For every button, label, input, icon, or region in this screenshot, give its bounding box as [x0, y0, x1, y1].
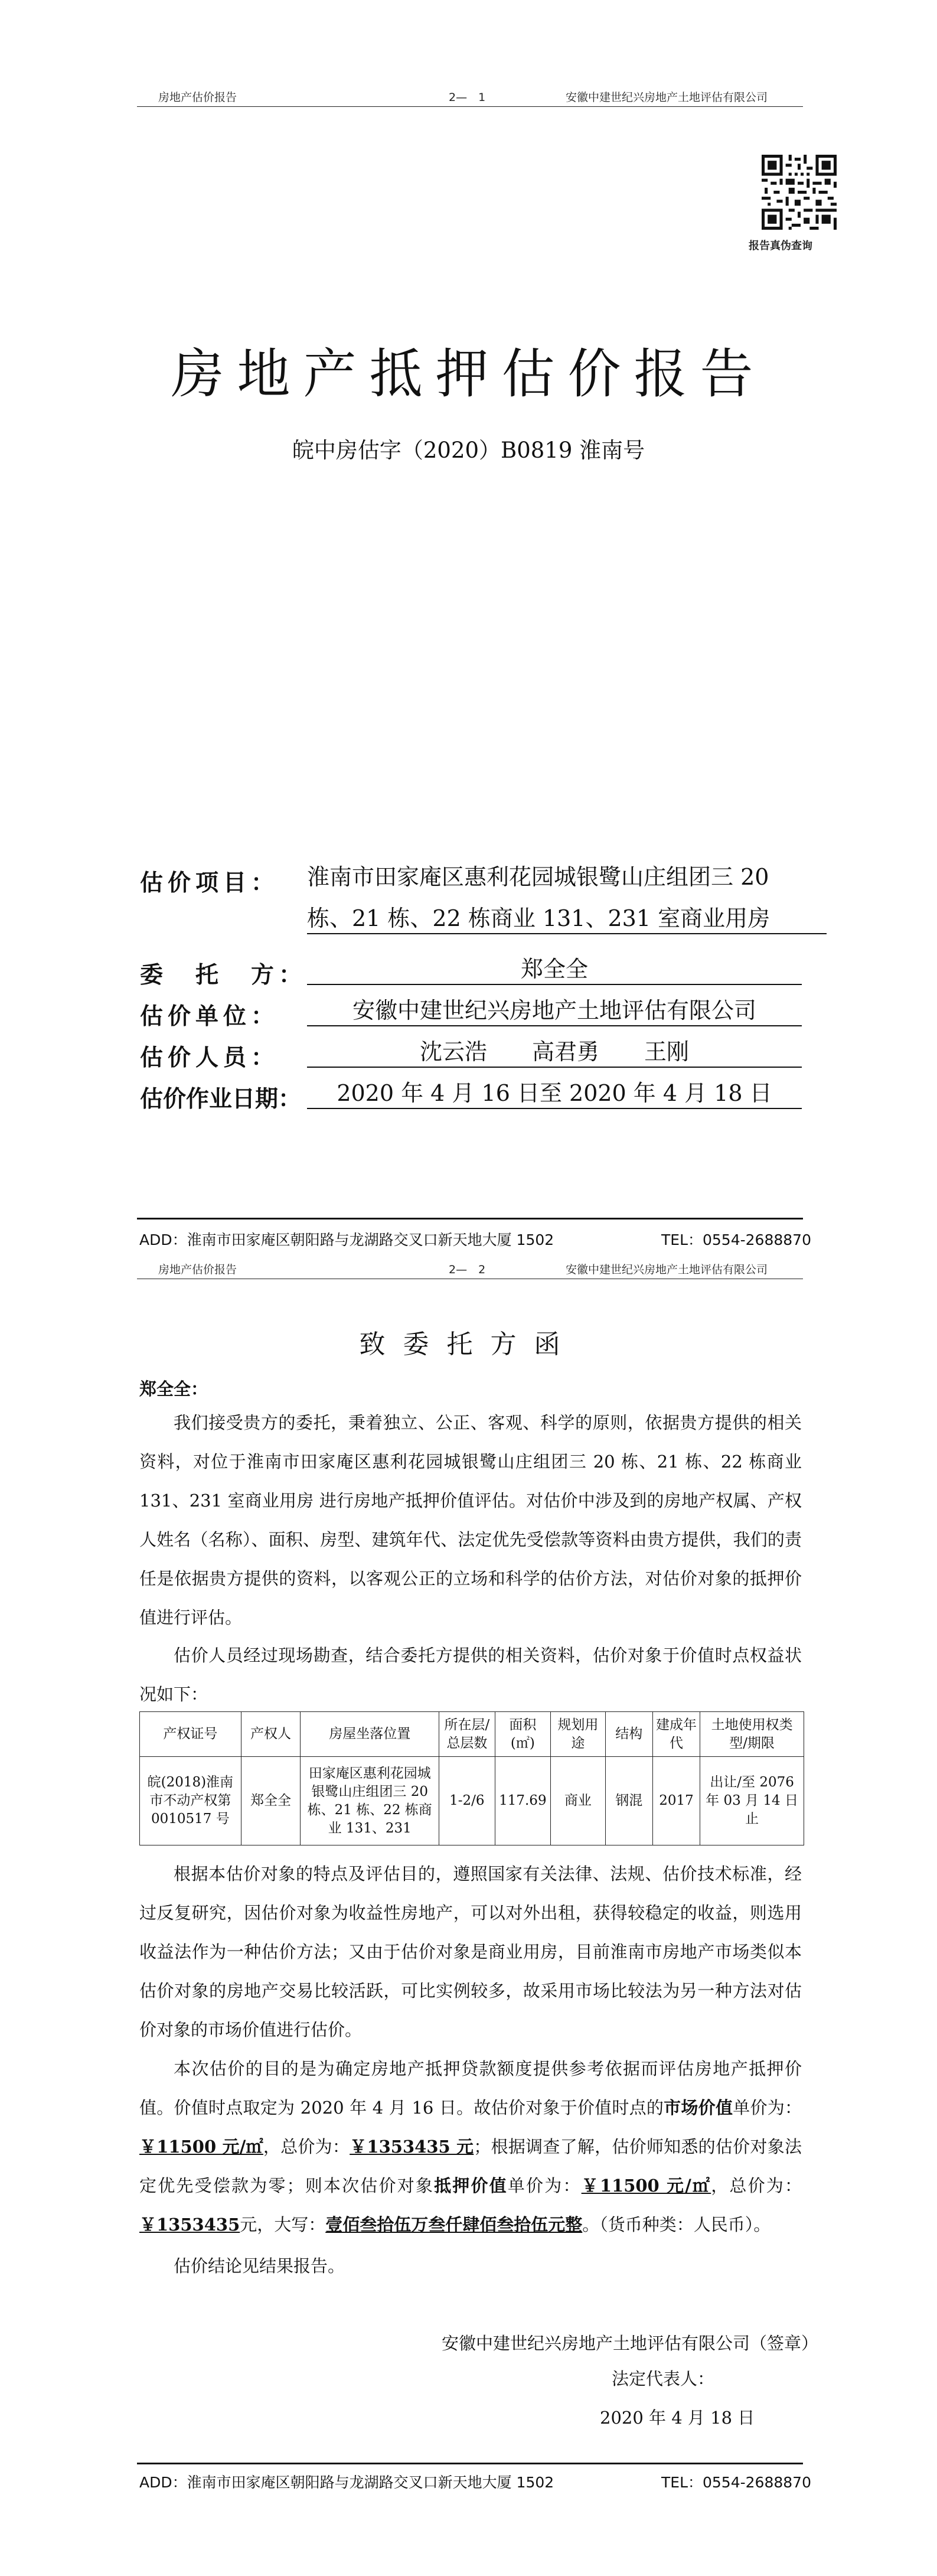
header-left: 房地产估价报告	[158, 91, 237, 104]
table-cell-cert-no: 皖(2018)淮南市不动产权第0010517 号	[140, 1757, 241, 1845]
market-total-price: ￥1353435 元	[350, 2137, 474, 2157]
mortgage-value-label: 抵押价值	[434, 2176, 508, 2196]
conclusion-text: 单价为：	[733, 2098, 802, 2118]
conclusion-text: ；根据调查了解，估价师知悉的估价对象法定优先受偿款为零；则本次估价对象	[139, 2137, 802, 2196]
property-rights-table	[139, 1711, 804, 1845]
info-label-project: 估价项目：	[140, 870, 279, 896]
header-right: 安徽中建世纪兴房地产土地评估有限公司	[566, 1263, 768, 1276]
amount-in-words: 壹佰叁拾伍万叁仟肆佰叁拾伍元整	[325, 2215, 583, 2235]
info-value-appraiser-unit: 安徽中建世纪兴房地产土地评估有限公司	[307, 996, 802, 1026]
header-rule	[137, 106, 803, 107]
signature-date: 2020 年 4 月 18 日	[600, 2408, 755, 2428]
footer-address: ADD：淮南市田家庵区朝阳路与龙湖路交叉口新天地大厦 1502	[139, 2474, 554, 2491]
table-header: 房屋坐落位置	[301, 1712, 439, 1757]
info-value-project-line2: 栋、21 栋、22 栋商业 131、231 室商业用房	[307, 904, 827, 934]
footer-tel: TEL：0554-2688870	[661, 2474, 811, 2491]
qr-code-icon[interactable]	[762, 155, 837, 230]
mortgage-unit-price: ￥11500 元/㎡	[581, 2176, 711, 2196]
signature-company: 安徽中建世纪兴房地产土地评估有限公司（签章）	[442, 2333, 819, 2353]
conclusion-text: 单价为：	[507, 2176, 582, 2196]
footer-tel: TEL：0554-2688870	[661, 1231, 811, 1248]
info-value-work-date: 2020 年 4 月 16 日至 2020 年 4 月 18 日	[307, 1078, 802, 1109]
paragraph-conclusion	[139, 2049, 802, 2244]
table-cell-land-right: 出让/至 2076 年 03 月 14 日止	[700, 1757, 804, 1845]
table-cell-structure: 钢混	[605, 1757, 652, 1845]
table-cell-location: 田家庵区惠利花园城银鹭山庄组团三 20 栋、21 栋、22 栋商业 131、231	[301, 1757, 439, 1845]
header-left: 房地产估价报告	[158, 1263, 237, 1276]
footer-address: ADD：淮南市田家庵区朝阳路与龙湖路交叉口新天地大厦 1502	[139, 1231, 554, 1248]
market-unit-price: ￥11500 元/㎡	[139, 2137, 263, 2157]
table-cell-floor: 1-2/6	[439, 1757, 495, 1845]
document-number: 皖中房估字（2020）B0819 淮南号	[292, 438, 645, 463]
mortgage-total-price: ￥1353435	[139, 2215, 240, 2235]
footer-rule	[137, 2463, 803, 2464]
info-label-work-date: 估价作业日期：	[140, 1086, 302, 1113]
footer-rule	[137, 1218, 803, 1219]
paragraph-method: 根据本估价对象的特点及评估目的，遵照国家有关法律、法规、估价技术标准，经过反复研究，因估价对象为收益性房地产，可以对外出租，获得较稳定的收益，则选用收益法作为一种估价方法；又由于估价对象是商业用房，目前淮南市房地产市场类似本估价对象的房地产交易比较活跃，可比实例较多，故采用市场比较法为另一种方法对估价对象的市场价值进行估价。	[139, 1864, 802, 2040]
conclusion-text: ，总价为：	[711, 2176, 802, 2196]
info-label-client: 委 托 方：	[140, 962, 307, 989]
info-value-appraisers: 沈云浩 高君勇 王刚	[307, 1037, 802, 1068]
header-page-number: 2— 1	[449, 91, 486, 104]
table-header: 产权人	[241, 1712, 301, 1757]
table-cell-area: 117.69	[495, 1757, 551, 1845]
conclusion-text: ，总价为：	[263, 2137, 350, 2157]
header-page-number: 2— 2	[449, 1263, 486, 1276]
report-title: 房地产抵押估价报告	[171, 343, 766, 405]
table-header: 土地使用权类型/期限	[700, 1712, 804, 1757]
table-header: 结构	[605, 1712, 652, 1757]
letter-title: 致委托方函	[359, 1329, 578, 1359]
info-value-project-line1: 淮南市田家庵区惠利花园城银鹭山庄组团三 20	[307, 864, 769, 890]
info-label-appraisers: 估价人员：	[140, 1045, 279, 1071]
table-header: 规划用途	[551, 1712, 605, 1757]
table-header: 所在层/总层数	[439, 1712, 495, 1757]
table-cell-owner: 郑全全	[241, 1757, 301, 1845]
table-cell-year: 2017	[652, 1757, 700, 1845]
conclusion-text: 元，大写：	[240, 2215, 326, 2235]
table-header: 产权证号	[140, 1712, 241, 1757]
paragraph-intro: 我们接受贵方的委托，秉着独立、公正、客观、科学的原则，依据贵方提供的相关资料，对位于淮南市田家庵区惠利花园城银鹭山庄组团三 20 栋、21 栋、22 栋商业 131、231 室商业用房 进行房地产抵押价值评估。对估价中涉及到的房地产权属、产权人姓名（名称）、面积、房型、建筑年代、法定优先受偿款等资料由贵方提供，我们的责任是依据贵方提供的资料，以客观公正的立场和科学的估价方法，对估价对象的抵押价值进行评估。	[139, 1413, 802, 1628]
paragraph-see-results: 估价结论见结果报告。	[174, 2256, 345, 2276]
info-value-client: 郑全全	[307, 954, 802, 985]
info-label-appraiser-unit: 估价单位：	[140, 1003, 279, 1030]
table-header: 面积(㎡)	[495, 1712, 551, 1757]
qr-caption: 报告真伪查询	[749, 240, 812, 252]
conclusion-text: 本次估价的目的是为确定房地产抵押贷款额度提供参考依据而评估房地产抵押价值。价值时点取定为 2020 年 4 月 16 日。故估价对象于价值时点的	[139, 2059, 802, 2118]
table-header: 建成年代	[652, 1712, 700, 1757]
header-right: 安徽中建世纪兴房地产土地评估有限公司	[566, 91, 768, 104]
salutation: 郑全全：	[139, 1379, 208, 1399]
paragraph-status: 估价人员经过现场勘查，结合委托方提供的相关资料，估价对象于价值时点权益状况如下：	[139, 1645, 802, 1704]
market-value-label: 市场价值	[664, 2098, 733, 2118]
conclusion-text: 。（货币种类：人民币）。	[582, 2215, 771, 2235]
table-row	[140, 1757, 804, 1845]
signature-legal-rep: 法定代表人：	[612, 2369, 715, 2389]
table-cell-use: 商业	[551, 1757, 605, 1845]
